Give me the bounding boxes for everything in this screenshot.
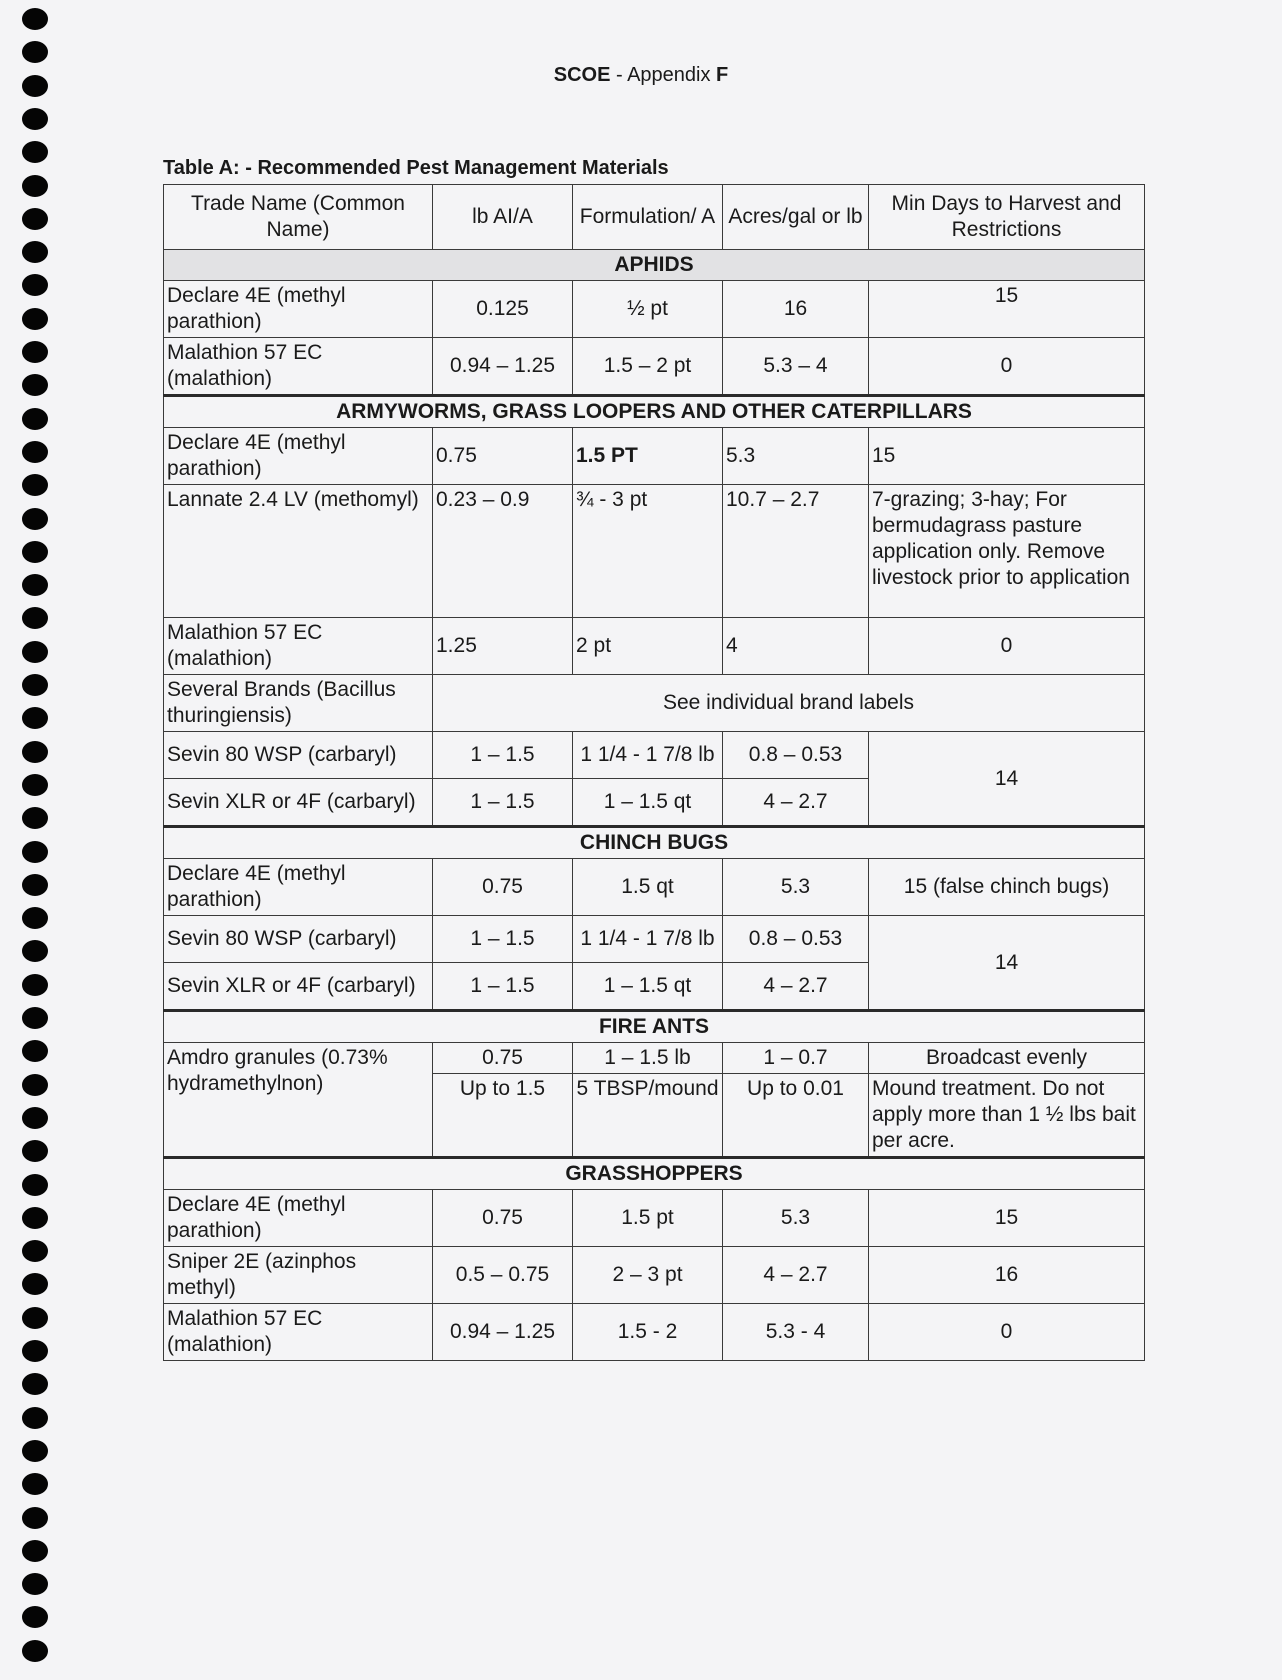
cell-name: Lannate 2.4 LV (methomyl) [164,485,433,618]
binding-hole [22,741,48,763]
cell-acres: 5.3 - 4 [723,1304,869,1361]
cell-form: 1 – 1.5 lb [573,1043,723,1074]
cell-name: Sevin 80 WSP (carbaryl) [164,732,433,779]
cell-name: Malathion 57 EC (malathion) [164,338,433,396]
cell-acres: 4 – 2.7 [723,963,869,1011]
cell-form: 1.5 - 2 [573,1304,723,1361]
col-header-min-days: Min Days to Harvest and Restrictions [869,185,1145,250]
cell-days: 14 [869,732,1145,827]
binding-hole [22,1640,48,1662]
binding-hole [22,441,48,463]
pest-management-table [163,184,1145,1361]
cell-ai: 0.94 – 1.25 [433,338,573,396]
cell-name: Sevin 80 WSP (carbaryl) [164,916,433,963]
cell-acres: 0.8 – 0.53 [723,732,869,779]
table-row [164,281,1145,338]
cell-days: Mound treatment. Do not apply more than 1 ½ lbs bait per acre. [869,1074,1145,1158]
binding-hole [22,1440,48,1462]
cell-days: 0 [869,618,1145,675]
cell-name: Malathion 57 EC (malathion) [164,1304,433,1361]
cell-name: Declare 4E (methyl parathion) [164,281,433,338]
header-scoe: SCOE [553,64,611,86]
binding-hole [22,508,48,530]
binding-hole [22,8,48,30]
table-row [164,732,1145,779]
cell-ai: 0.75 [433,428,573,485]
binding-hole [22,1240,48,1262]
cell-ai: 1 – 1.5 [433,963,573,1011]
table-row [164,1043,1145,1074]
cell-ai: 0.125 [433,281,573,338]
cell-name: Amdro granules (0.73% hydramethylnon) [164,1043,433,1158]
binding-hole [22,341,48,363]
binding-hole [22,574,48,596]
binding-hole [22,641,48,663]
binding-hole [22,1273,48,1295]
cell-acres: 4 – 2.7 [723,779,869,827]
binding-hole [22,41,48,63]
cell-days: 16 [869,1247,1145,1304]
binding-hole [22,1007,48,1029]
binding-hole [22,175,48,197]
section-row [164,250,1145,281]
cell-ai: 0.94 – 1.25 [433,1304,573,1361]
cell-name: Several Brands (Bacillus thuringiensis) [164,675,433,732]
section-row [164,1011,1145,1043]
binding-hole [22,1140,48,1162]
page-header [0,64,1282,87]
cell-name: Malathion 57 EC (malathion) [164,618,433,675]
binding-hole [22,774,48,796]
cell-ai: 1.25 [433,618,573,675]
binding-hole [22,607,48,629]
binding-hole [22,1407,48,1429]
cell-name: Declare 4E (methyl parathion) [164,859,433,916]
table-row [164,428,1145,485]
cell-name: Sniper 2E (azinphos methyl) [164,1247,433,1304]
binding-hole [22,274,48,296]
binding-hole [22,474,48,496]
cell-acres: 5.3 – 4 [723,338,869,396]
cell-acres: 4 – 2.7 [723,1247,869,1304]
cell-ai: 0.23 – 0.9 [433,485,573,618]
binding-hole [22,907,48,929]
cell-form: 1 – 1.5 qt [573,779,723,827]
cell-name: Declare 4E (methyl parathion) [164,428,433,485]
cell-form: 1 1/4 - 1 7/8 lb [573,916,723,963]
section-grasshoppers: GRASSHOPPERS [164,1158,1145,1190]
table-row [164,618,1145,675]
cell-acres: 5.3 [723,428,869,485]
binding-hole [22,241,48,263]
cell-ai: 0.75 [433,859,573,916]
header-appendix: - Appendix [610,64,717,86]
cell-days: Broadcast evenly [869,1043,1145,1074]
binding-hole [22,308,48,330]
cell-see-labels: See individual brand labels [433,675,1145,732]
cell-ai: 0.75 [433,1190,573,1247]
table-row [164,1190,1145,1247]
binding-hole [22,1107,48,1129]
cell-acres: 4 [723,618,869,675]
table-row [164,916,1145,963]
header-row [164,185,1145,250]
section-aphids: APHIDS [164,250,1145,281]
cell-name: Sevin XLR or 4F (carbaryl) [164,963,433,1011]
cell-acres: 16 [723,281,869,338]
binding-hole [22,1074,48,1096]
cell-form: ¾ - 3 pt [573,485,723,618]
cell-acres: 5.3 [723,1190,869,1247]
table-row [164,859,1145,916]
table-row [164,675,1145,732]
table-row [164,1247,1145,1304]
cell-days: 14 [869,916,1145,1011]
binding-hole [22,374,48,396]
binding-hole [22,1174,48,1196]
cell-form: 1 1/4 - 1 7/8 lb [573,732,723,779]
cell-acres: 0.8 – 0.53 [723,916,869,963]
binding-hole [22,1340,48,1362]
col-header-trade-name: Trade Name (Common Name) [164,185,433,250]
section-row [164,1158,1145,1190]
cell-form: 2 pt [573,618,723,675]
table-row [164,338,1145,396]
binding-hole [22,841,48,863]
cell-days: 0 [869,1304,1145,1361]
cell-ai: 1 – 1.5 [433,732,573,779]
spiral-binding [22,0,54,1680]
binding-hole [22,541,48,563]
binding-hole [22,141,48,163]
binding-hole [22,707,48,729]
table-title: Table A: - Recommended Pest Management Materials [163,157,669,179]
cell-ai: 1 – 1.5 [433,779,573,827]
binding-hole [22,674,48,696]
binding-hole [22,208,48,230]
cell-form: 5 TBSP/mound [573,1074,723,1158]
section-row [164,827,1145,859]
cell-name: Declare 4E (methyl parathion) [164,1190,433,1247]
section-row [164,396,1145,428]
table-row [164,1304,1145,1361]
binding-hole [22,1540,48,1562]
cell-acres: 5.3 [723,859,869,916]
cell-form: ½ pt [573,281,723,338]
cell-form: 1.5 qt [573,859,723,916]
binding-hole [22,1606,48,1628]
binding-hole [22,408,48,430]
binding-hole [22,108,48,130]
cell-days: 7-grazing; 3-hay; For bermudagrass pasture application only. Remove livestock prior to application [869,485,1145,618]
cell-days: 15 (false chinch bugs) [869,859,1145,916]
binding-hole [22,974,48,996]
cell-days: 0 [869,338,1145,396]
col-header-lb-ai: lb AI/A [433,185,573,250]
binding-hole [22,1307,48,1329]
col-header-acres: Acres/gal or lb [723,185,869,250]
cell-acres: 1 – 0.7 [723,1043,869,1074]
cell-form: 1 – 1.5 qt [573,963,723,1011]
cell-ai: 0.5 – 0.75 [433,1247,573,1304]
cell-ai: 1 – 1.5 [433,916,573,963]
table-row [164,485,1145,618]
header-letter: F [716,64,729,86]
binding-hole [22,1573,48,1595]
cell-acres: 10.7 – 2.7 [723,485,869,618]
cell-ai: Up to 1.5 [433,1074,573,1158]
col-header-formulation: Formulation/ A [573,185,723,250]
cell-form-text: 1.5 PT [576,444,638,467]
cell-form [573,428,723,485]
cell-form: 2 – 3 pt [573,1247,723,1304]
binding-hole [22,1040,48,1062]
section-chinch-bugs: CHINCH BUGS [164,827,1145,859]
cell-ai: 0.75 [433,1043,573,1074]
cell-form: 1.5 pt [573,1190,723,1247]
cell-name: Sevin XLR or 4F (carbaryl) [164,779,433,827]
binding-hole [22,807,48,829]
cell-form: 1.5 – 2 pt [573,338,723,396]
binding-hole [22,1507,48,1529]
binding-hole [22,1473,48,1495]
section-fire-ants: FIRE ANTS [164,1011,1145,1043]
cell-days: 15 [869,1190,1145,1247]
binding-hole [22,874,48,896]
cell-days: 15 [869,428,1145,485]
binding-hole [22,940,48,962]
section-armyworms: ARMYWORMS, GRASS LOOPERS AND OTHER CATERPILLARS [164,396,1145,428]
cell-acres: Up to 0.01 [723,1074,869,1158]
cell-days: 15 [869,281,1145,338]
binding-hole [22,1373,48,1395]
binding-hole [22,1207,48,1229]
